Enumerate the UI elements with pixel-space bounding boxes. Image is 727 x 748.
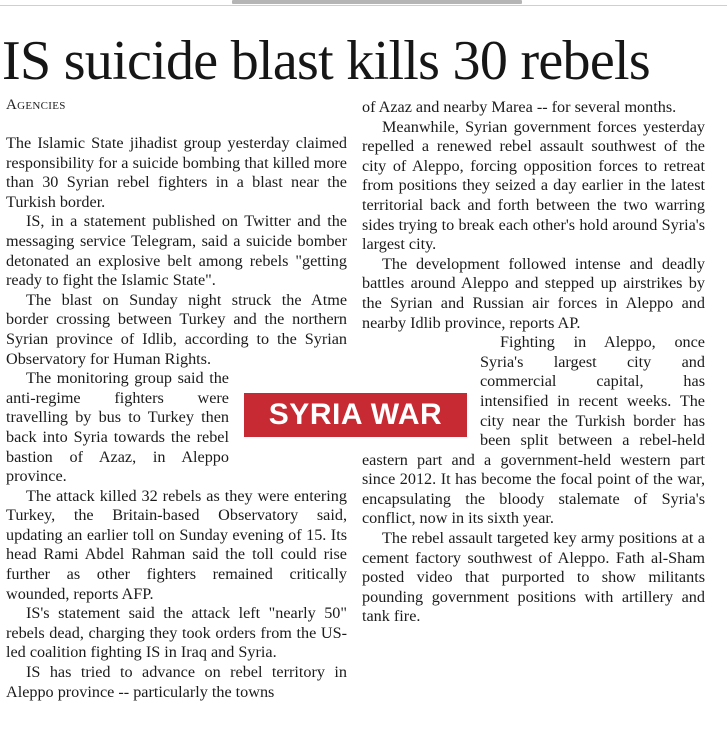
paragraph: The monitoring group said the anti-regime fighters were travelling by bus to Turkey then back into Syria towards the rebel bastion of Azaz, in Aleppo province. bbox=[6, 369, 229, 486]
cropped-header-text bbox=[232, 0, 522, 4]
paragraph: The rebel assault targeted key army positions at a cement factory southwest of Aleppo. Fath al-Sham posted video that purported to show militants pounding government positions with artillery and tank fire. bbox=[362, 529, 705, 626]
paragraph: Fighting in Aleppo, once Syria's largest city and commercial capital, has intensified in recent weeks. The city near the Turkish border has been split between a rebel-held eastern part and a government-held western part since 2012. It has become the focal point of the war, encapsulating the bloody stalemate of Syria's conflict, now in its sixth year. bbox=[362, 333, 705, 528]
right-column bbox=[362, 98, 705, 627]
header-rule bbox=[0, 5, 727, 6]
paragraph: The development followed intense and deadly battles around Aleppo and stepped up airstrikes by the Syrian and Russian air forces in Aleppo and nearby Idlib province, reports AP. bbox=[362, 254, 705, 332]
paragraph: The attack killed 32 rebels as they were entering Turkey, the Britain-based Observatory said, updating an earlier toll on Sunday evening of 15. Its head Rami Abdel Rahman said the toll could rise further as other fighters remained critically wounded, reports AFP. bbox=[6, 486, 347, 603]
syria-war-badge: SYRIA WAR bbox=[244, 393, 467, 437]
paragraph: of Azaz and nearby Marea -- for several months. bbox=[362, 98, 677, 116]
paragraph: IS's statement said the attack left "nearly 50" rebels dead, charging they took orders from the US-led coalition fighting IS in Iraq and Syria. bbox=[6, 604, 347, 662]
top-header-strip bbox=[0, 0, 727, 10]
paragraph: The Islamic State jihadist group yesterday claimed responsibility for a suicide bombing that killed more than 30 Syrian rebel fighters in a blast near the Turkish border. bbox=[6, 134, 347, 211]
paragraph: The blast on Sunday night struck the Atme border crossing between Turkey and the northern Syrian province of Idlib, according to the Syrian Observatory for Human Rights. bbox=[6, 290, 347, 368]
article-headline: IS suicide blast kills 30 rebels bbox=[2, 30, 650, 92]
byline: Agencies bbox=[6, 97, 66, 113]
paragraph: IS, in a statement published on Twitter and the messaging service Telegram, said a suicide bomber detonated an explosive belt among rebels "getting ready to fight the Islamic State". bbox=[6, 212, 347, 290]
paragraph: IS has tried to advance on rebel territory in Aleppo province -- particularly the towns bbox=[6, 663, 347, 701]
paragraph: Meanwhile, Syrian government forces yesterday repelled a renewed rebel assault southwest of the city of Aleppo, forcing opposition forces to retreat from positions they seized a day earlier in the latest territorial back and forth between the two warring sides trying to break each other's hold around Syria's largest city. bbox=[362, 117, 705, 254]
